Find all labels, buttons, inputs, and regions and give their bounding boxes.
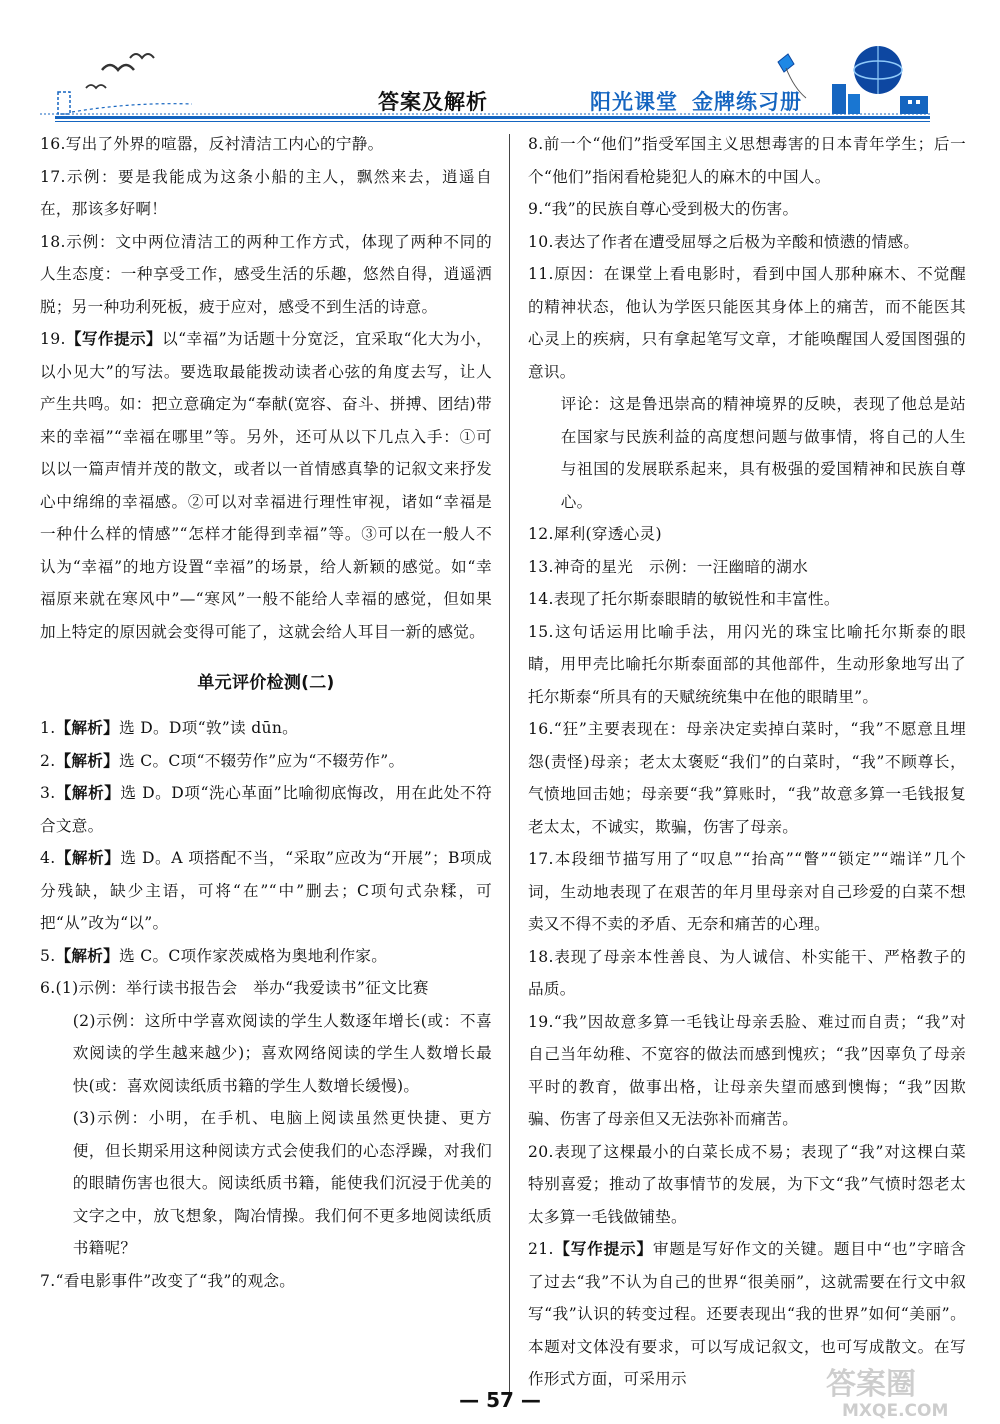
answer-tag: 【写作提示】 — [553, 1240, 653, 1258]
answer-text: 选 D。D项“洗心革面”比喻彻底悔改，用在此处不符合文意。 — [40, 784, 493, 835]
answer-text: 17.示例：要是我能成为这条小船的主人，飘然来去，逍遥自在，那该多好啊！ — [40, 167, 492, 218]
answer-item — [40, 161, 492, 226]
answer-text: 19.“我”因故意多算一毛钱让母亲丢脸、难过而自责；“我”对自己当年幼稚、不宽容的做法而感到愧疚；“我”因辜负了母亲平时的教育，做事出格，让母亲失望而感到懊悔；“我”因欺骗、伤害了母亲但又无法弥补而痛苦。 — [528, 1012, 966, 1128]
answer-item — [40, 1005, 492, 1103]
answer-item — [528, 258, 966, 388]
watermark-logo — [818, 1360, 988, 1422]
answer-item — [528, 551, 966, 584]
answer-item — [528, 193, 966, 226]
answer-text: 8.前一个“他们”指受军国主义思想毒害的日本青年学生；后一个“他们”指闲看枪毙犯人的麻木的中国人。 — [528, 135, 966, 186]
answer-text: 1. — [40, 719, 56, 737]
answer-item — [528, 713, 966, 843]
answer-text: 5. — [40, 946, 56, 965]
answer-tag: 【解析】 — [55, 946, 120, 965]
column-divider — [509, 134, 510, 1392]
answer-text: 20.表现了这棵最小的白菜长成不易；表现了“我”对这棵白菜特别喜爱；推动了故事情节的发展，为下文“我”气愤时怨老太太多算一毛钱做铺垫。 — [528, 1142, 966, 1226]
watermark-text: 答案圈 — [826, 1367, 916, 1402]
answer-text: (3)示例：小明，在手机、电脑上阅读虽然更快捷、更方便，但长期采用这种阅读方式会使我们的心态浮躁，对我们的眼睛伤害也很大。阅读纸质书籍，能使我们沉浸于优美的文字之中，放飞想象，陶冶情操。我们何不更多地阅读纸质书籍呢？ — [72, 1109, 492, 1257]
left-column — [40, 128, 492, 1297]
answer-text: 14.表现了托尔斯泰眼睛的敏锐性和丰富性。 — [528, 590, 840, 608]
answer-item — [40, 777, 492, 842]
answer-text: 评论：这是鲁迅崇高的精神境界的反映，表现了他总是站在国家与民族利益的高度想问题与做事情，将自己的人生与祖国的发展联系起来，具有极强的爱国精神和民族自尊心。 — [560, 395, 966, 511]
answer-tag: 【解析】 — [55, 751, 120, 770]
seagull-icon — [86, 85, 106, 88]
answer-text: 9.“我”的民族自尊心受到极大的伤害。 — [528, 200, 799, 218]
answer-item — [528, 226, 966, 259]
answer-text: 13.神奇的星光 示例：一汪幽暗的湖水 — [528, 557, 808, 576]
answer-text: 选 C。C项作家茨威格为奥地利作家。 — [119, 946, 388, 965]
answer-text: 选 D。D项“敦”读 dūn。 — [119, 719, 299, 737]
answer-tag: 【解析】 — [55, 784, 121, 802]
answer-item — [40, 226, 492, 324]
answer-item — [528, 128, 966, 193]
header-decoration — [0, 0, 1000, 130]
header-rule-thin — [55, 121, 930, 122]
answer-item — [40, 842, 492, 940]
answer-item — [40, 940, 492, 973]
right-column — [528, 128, 966, 1396]
answer-item — [528, 518, 966, 551]
answer-text: 7.“看电影事件”改变了“我”的观念。 — [40, 1271, 296, 1290]
answer-item — [528, 616, 966, 714]
answer-text: 15.这句话运用比喻手法，用闪光的珠宝比喻托尔斯泰的眼睛，用甲壳比喻托尔斯泰面部的其他部件，生动形象地写出了托尔斯泰“所具有的天赋统统集中在他的眼睛里”。 — [528, 622, 966, 706]
answer-text: 10.表达了作者在遭受屈辱之后极为辛酸和愤懑的情感。 — [528, 232, 920, 251]
answer-tag: 【解析】 — [55, 849, 121, 867]
answer-item — [528, 843, 966, 941]
answer-text: 选 D。A 项搭配不当，“采取”应改为“开展”；B项成分残缺，缺少主语，可将“在”“中”删去；C项句式杂糅，可把“从”改为“以”。 — [40, 849, 493, 932]
page-header — [0, 0, 1000, 130]
answer-item — [40, 712, 492, 745]
seagull-icon — [130, 54, 154, 58]
answer-item — [40, 1265, 492, 1298]
answer-text: (2)示例：这所中学喜欢阅读的学生人数逐年增长(或：不喜欢阅读的学生越来越少)；喜欢网络阅读的学生人数增长最快(或：喜欢阅读纸质书籍的学生人数增长缓慢)。 — [72, 1011, 492, 1095]
answer-item — [528, 941, 966, 1006]
answer-text: 17.本段细节描写用了“叹息”“抬高”“瞥”“锁定”“端详”几个词，生动地表现了在艰苦的年月里母亲对自己珍爱的白菜不想卖又不得不卖的矛盾、无奈和痛苦的心理。 — [528, 850, 966, 933]
answer-item — [528, 388, 966, 518]
answer-text: 18.表现了母亲本性善良、为人诚信、朴实能干、严格教子的品质。 — [528, 947, 966, 998]
answer-item — [528, 1136, 966, 1234]
unit-test-heading: 单元评价检测(二) — [197, 673, 335, 693]
page-number: — 57 — — [459, 1388, 541, 1412]
answer-text: 16.“狂”主要表现在：母亲决定卖掉白菜时，“我”不愿意且埋怨(责怪)母亲；老太太褒贬“我们”的白菜时，“我”不顾尊长，气愤地回击她；母亲要“我”算账时，“我”故意多算一毛钱报复老太太，不诚实，欺骗，伤害了母亲。 — [528, 720, 966, 836]
answer-text: 12.犀利(穿透心灵) — [528, 525, 662, 543]
answer-item — [40, 745, 492, 778]
series-brand — [590, 86, 802, 116]
answer-text: 2. — [40, 751, 56, 770]
brand-part-2: 金牌练习册 — [692, 90, 802, 114]
answer-text: 21. — [528, 1240, 554, 1258]
answer-text: 6.(1)示例：举行读书报告会 举办“我爱读书”征文比赛 — [40, 979, 429, 997]
seagull-icon — [102, 65, 134, 70]
answer-text: 以“幸福”为话题十分宽泛，宜采取“化大为小，以小见大”的写法。要选取最能拨动读者心弦的角度去写，让人产生共鸣。如：把立意确定为“奉献(宽容、奋斗、拼搏、团结)带来的幸福”“幸福在哪里”等。另外，还可从以下几点入手：①可以以一篇声情并茂的散文，或者以一首情感真挚的记叙文来抒发心中绵绵的幸福感。②可以对幸福进行理性审视，诸如“幸福是一种什么样的情感”“怎样才能得到幸福”等。③可以在一般人不认为“幸福”的地方设置“幸福”的场景，给人新颖的感觉。如“幸福原来就在寒风中”—“寒风”一般不能给人幸福的感觉，但如果加上特定的原因就会变得可能了，这就会给人耳目一新的感觉。 — [40, 330, 492, 641]
answer-item — [528, 583, 966, 616]
watermark-subtext: MXQE.COM — [842, 1401, 949, 1421]
answer-item — [40, 1102, 492, 1265]
answer-text: 3. — [40, 784, 56, 802]
answer-item — [40, 972, 492, 1005]
answer-text: 4. — [40, 849, 56, 867]
answer-item — [40, 323, 492, 648]
answer-tag: 【解析】 — [55, 719, 120, 737]
answer-text: 16.写出了外界的喧嚣，反衬清洁工内心的宁静。 — [40, 135, 384, 153]
answer-tag: 【写作提示】 — [65, 330, 163, 348]
answer-text: 18.示例：文中两位清洁工的两种工作方式，体现了两种不同的人生态度：一种享受工作，感受生活的乐趣，悠然自得，逍遥洒脱；另一种功利死板，疲于应对，感受不到生活的诗意。 — [40, 232, 492, 316]
answer-text: 11.原因：在课堂上看电影时，看到中国人那种麻木、不觉醒的精神状态，他认为学医只能医其身体上的痛苦，而不能医其心灵上的疾病，只有拿起笔写文章，才能唤醒国人爱国图强的意识。 — [528, 265, 966, 381]
answer-text: 审题是写好作文的关键。题目中“也”字暗含了过去“我”不认为自己的世界“很美丽”，这就需要在行文中叙写“我”认识的转变过程。还要表现出“我的世界”如何“美丽”。本题对文体没有要求，可以写成记叙文，也可写成散文。在写作形式方面，可采用示 — [528, 1240, 966, 1388]
answer-item — [528, 1006, 966, 1136]
header-rule — [55, 116, 930, 119]
section-title: 答案及解析 — [378, 90, 488, 114]
answer-item — [40, 128, 492, 161]
answer-text: 选 C。C项“不辍劳作”应为“不辍劳作”。 — [119, 751, 405, 770]
brand-part-1: 阳光课堂 — [590, 90, 678, 114]
answer-text: 19. — [40, 330, 66, 348]
